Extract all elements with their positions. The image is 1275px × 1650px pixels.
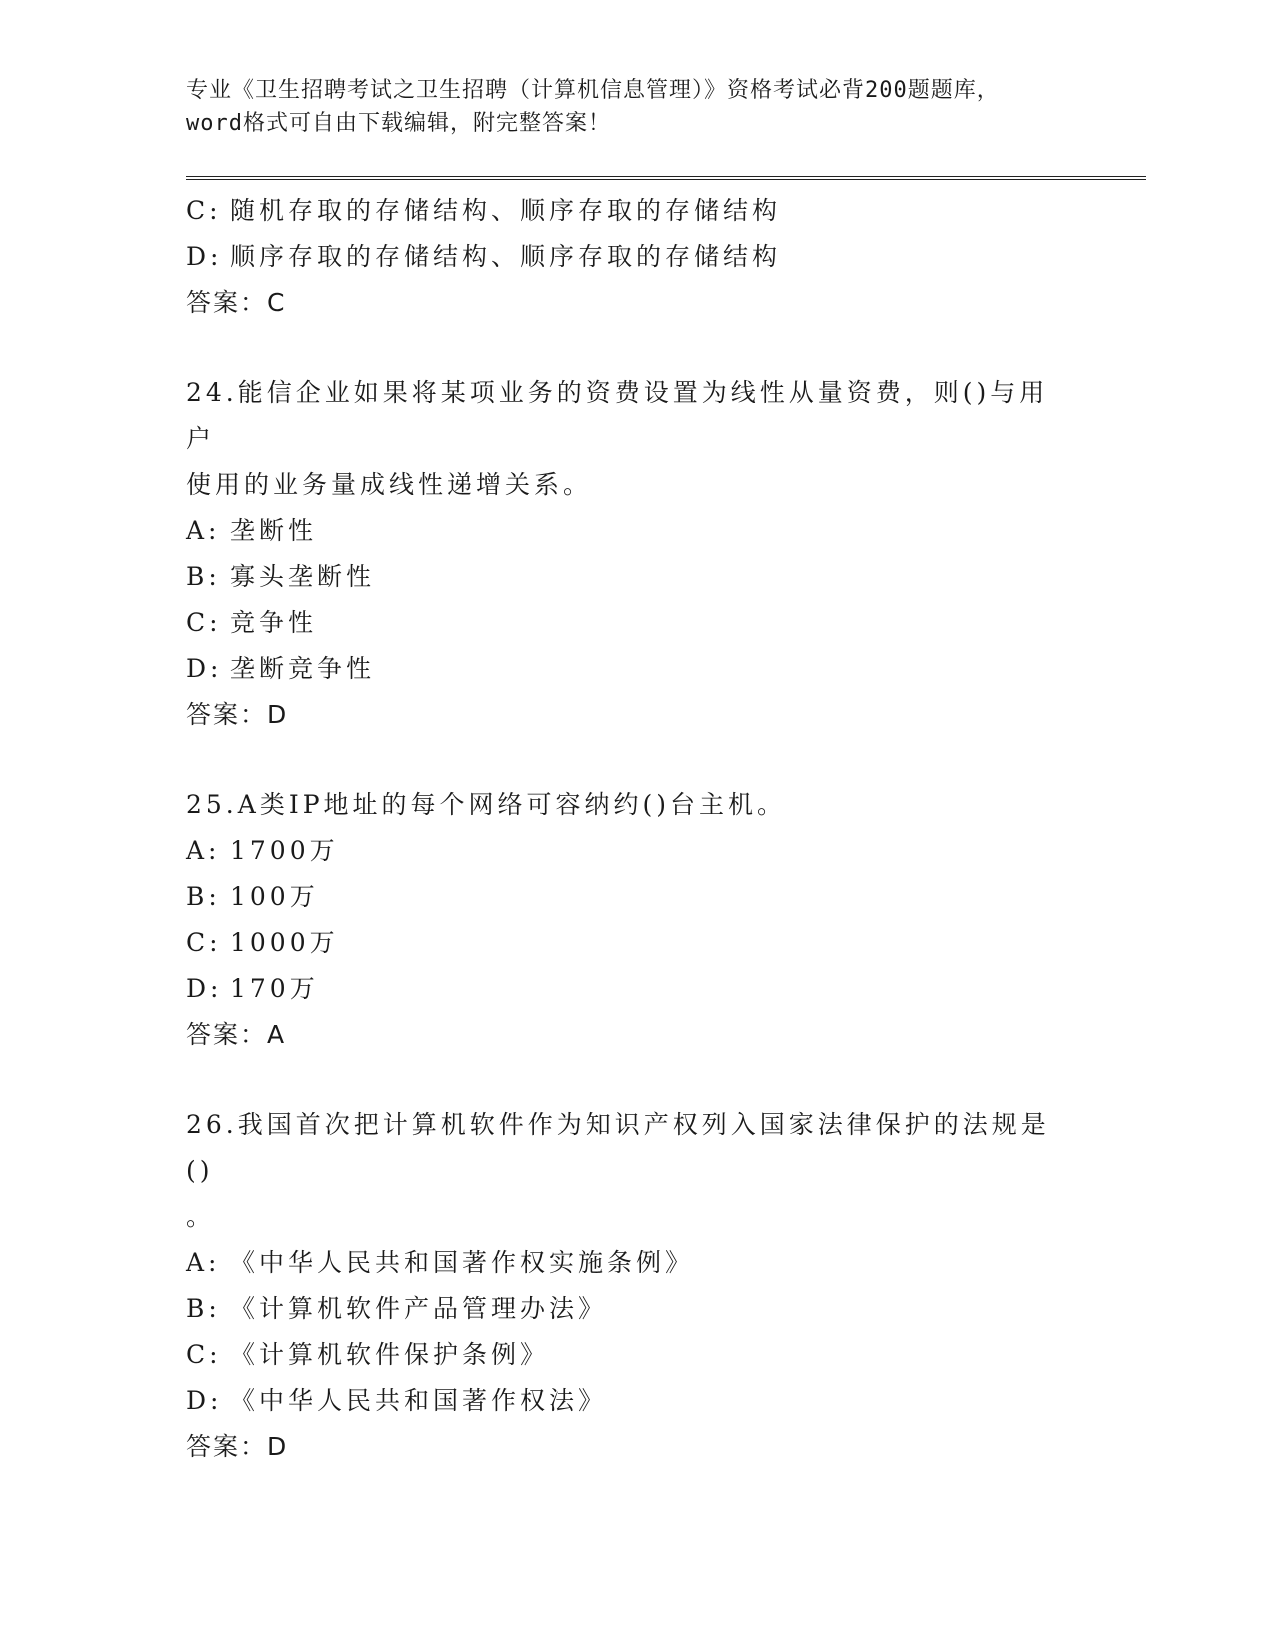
question-stem (186, 782, 1066, 828)
option-text: 100万 (230, 882, 319, 911)
option-text: 寡头垄断性 (230, 562, 376, 591)
option-letter: B: (186, 882, 221, 911)
option-b (186, 874, 1086, 920)
option-letter: B: (186, 562, 221, 591)
option-letter: D: (186, 654, 223, 683)
document-header (186, 74, 1086, 140)
option-c (186, 1332, 1086, 1378)
option-letter: C: (186, 196, 222, 225)
option-text: 1000万 (230, 928, 339, 957)
option-b (186, 554, 1086, 600)
option-letter: D: (186, 242, 223, 271)
option-d (186, 966, 1086, 1012)
option-a (186, 828, 1086, 874)
option-c (186, 188, 1086, 234)
option-d (186, 646, 1086, 692)
stem-line-1: 26.我国首次把计算机软件作为知识产权列入国家法律保护的法规是() (186, 1110, 1050, 1185)
option-letter: A: (186, 516, 221, 545)
option-text: 《中华人民共和国著作权法》 (230, 1386, 608, 1415)
option-text: 170万 (230, 974, 319, 1003)
option-text: 《计算机软件保护条例》 (230, 1340, 550, 1369)
stem-line-1: 25.A类IP地址的每个网络可容纳约()台主机。 (186, 790, 787, 819)
stem-line-1: 24.能信企业如果将某项业务的资费设置为线性从量资费，则()与用户 (186, 378, 1049, 453)
option-letter: C: (186, 608, 222, 637)
option-text: 竞争性 (230, 608, 318, 637)
question-stem (186, 370, 1066, 508)
answer-line: 答案：D (186, 700, 289, 729)
question-list (186, 188, 1086, 1470)
option-text: 《计算机软件产品管理办法》 (230, 1294, 608, 1323)
option-c (186, 600, 1086, 646)
stem-line-2: 。 (186, 1202, 216, 1231)
option-text: 垄断竞争性 (230, 654, 376, 683)
option-b (186, 1286, 1086, 1332)
header-line-2: word格式可自由下载编辑，附完整答案！ (186, 111, 611, 136)
question-24 (186, 370, 1086, 738)
question-25 (186, 782, 1086, 1058)
option-text: 垄断性 (230, 516, 318, 545)
option-letter: D: (186, 974, 223, 1003)
option-letter: A: (186, 1248, 221, 1277)
option-a (186, 1240, 1086, 1286)
option-text: 随机存取的存储结构、顺序存取的存储结构 (230, 196, 782, 225)
option-letter: B: (186, 1294, 221, 1323)
option-text: 顺序存取的存储结构、顺序存取的存储结构 (230, 242, 782, 271)
option-letter: C: (186, 1340, 222, 1369)
header-line-1: 专业《卫生招聘考试之卫生招聘（计算机信息管理）》资格考试必背200题题库， (186, 78, 1000, 103)
answer-line: 答案：A (186, 1020, 287, 1049)
option-text: 《中华人民共和国著作权实施条例》 (230, 1248, 695, 1277)
question-stem (186, 1102, 1066, 1240)
header-divider (186, 176, 1146, 180)
answer-line: 答案：D (186, 1432, 289, 1461)
option-c (186, 920, 1086, 966)
carryover-question (186, 188, 1086, 326)
option-a (186, 508, 1086, 554)
option-letter: D: (186, 1386, 223, 1415)
stem-line-2: 使用的业务量成线性递增关系。 (186, 470, 593, 499)
option-letter: A: (186, 836, 221, 865)
option-letter: C: (186, 928, 222, 957)
answer-line: 答案：C (186, 288, 287, 317)
option-d (186, 1378, 1086, 1424)
question-26 (186, 1102, 1086, 1470)
option-d (186, 234, 1086, 280)
option-text: 1700万 (230, 836, 339, 865)
